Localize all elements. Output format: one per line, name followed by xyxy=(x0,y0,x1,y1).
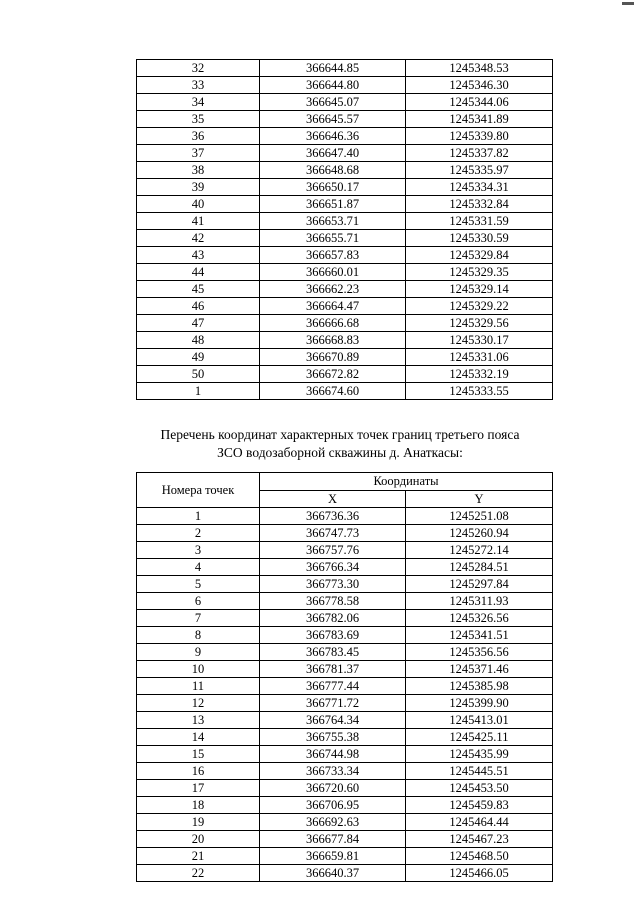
x-coordinate-cell: 366670.89 xyxy=(260,349,406,366)
point-number-cell: 32 xyxy=(137,60,260,77)
point-number-cell: 22 xyxy=(137,865,260,882)
table-row xyxy=(137,77,553,94)
table-row xyxy=(137,230,553,247)
x-coordinate-cell: 366647.40 xyxy=(260,145,406,162)
y-coordinate-cell: 1245332.84 xyxy=(406,196,553,213)
point-number-cell: 3 xyxy=(137,542,260,559)
x-coordinate-cell: 366782.06 xyxy=(260,610,406,627)
point-number-cell: 21 xyxy=(137,848,260,865)
point-number-cell: 47 xyxy=(137,315,260,332)
y-coordinate-cell: 1245326.56 xyxy=(406,610,553,627)
x-coordinate-cell: 366674.60 xyxy=(260,383,406,400)
table-row xyxy=(137,797,553,814)
y-coordinate-cell: 1245272.14 xyxy=(406,542,553,559)
y-coordinate-cell: 1245251.08 xyxy=(406,508,553,525)
table-row xyxy=(137,508,553,525)
x-coordinate-cell: 366646.36 xyxy=(260,128,406,145)
table-row xyxy=(137,128,553,145)
y-coordinate-cell: 1245459.83 xyxy=(406,797,553,814)
x-coordinate-cell: 366773.30 xyxy=(260,576,406,593)
table-row xyxy=(137,542,553,559)
x-coordinate-cell: 366781.37 xyxy=(260,661,406,678)
x-coordinate-cell: 366644.85 xyxy=(260,60,406,77)
header-coordinates: Координаты xyxy=(260,473,553,491)
table-row xyxy=(137,593,553,610)
x-coordinate-cell: 366644.80 xyxy=(260,77,406,94)
x-coordinate-cell: 366645.07 xyxy=(260,94,406,111)
y-coordinate-cell: 1245329.56 xyxy=(406,315,553,332)
table-row xyxy=(137,712,553,729)
table-row xyxy=(137,179,553,196)
point-number-cell: 42 xyxy=(137,230,260,247)
table-row xyxy=(137,349,553,366)
y-coordinate-cell: 1245335.97 xyxy=(406,162,553,179)
x-coordinate-cell: 366648.68 xyxy=(260,162,406,179)
y-coordinate-cell: 1245453.50 xyxy=(406,780,553,797)
y-coordinate-cell: 1245333.55 xyxy=(406,383,553,400)
y-coordinate-cell: 1245341.51 xyxy=(406,627,553,644)
y-coordinate-cell: 1245348.53 xyxy=(406,60,553,77)
point-number-cell: 10 xyxy=(137,661,260,678)
table-row xyxy=(137,383,553,400)
table-row xyxy=(137,247,553,264)
table-row xyxy=(137,678,553,695)
x-coordinate-cell: 366736.36 xyxy=(260,508,406,525)
table-row xyxy=(137,213,553,230)
table-row xyxy=(137,627,553,644)
point-number-cell: 14 xyxy=(137,729,260,746)
y-coordinate-cell: 1245329.14 xyxy=(406,281,553,298)
point-number-cell: 48 xyxy=(137,332,260,349)
table-row xyxy=(137,644,553,661)
header-point-numbers: Номера точек xyxy=(137,473,260,508)
y-coordinate-cell: 1245311.93 xyxy=(406,593,553,610)
table2-body xyxy=(137,508,553,882)
y-coordinate-cell: 1245344.06 xyxy=(406,94,553,111)
point-number-cell: 17 xyxy=(137,780,260,797)
y-coordinate-cell: 1245337.82 xyxy=(406,145,553,162)
point-number-cell: 45 xyxy=(137,281,260,298)
x-coordinate-cell: 366666.68 xyxy=(260,315,406,332)
table-row xyxy=(137,162,553,179)
point-number-cell: 1 xyxy=(137,383,260,400)
point-number-cell: 43 xyxy=(137,247,260,264)
point-number-cell: 12 xyxy=(137,695,260,712)
x-coordinate-cell: 366662.23 xyxy=(260,281,406,298)
y-coordinate-cell: 1245425.11 xyxy=(406,729,553,746)
x-coordinate-cell: 366755.38 xyxy=(260,729,406,746)
header-x: X xyxy=(260,490,406,508)
point-number-cell: 15 xyxy=(137,746,260,763)
table-row xyxy=(137,332,553,349)
x-coordinate-cell: 366777.44 xyxy=(260,678,406,695)
x-coordinate-cell: 366771.72 xyxy=(260,695,406,712)
x-coordinate-cell: 366657.83 xyxy=(260,247,406,264)
point-number-cell: 39 xyxy=(137,179,260,196)
table-row xyxy=(137,366,553,383)
table-row xyxy=(137,780,553,797)
table1-body xyxy=(137,60,553,400)
point-number-cell: 34 xyxy=(137,94,260,111)
y-coordinate-cell: 1245297.84 xyxy=(406,576,553,593)
y-coordinate-cell: 1245329.35 xyxy=(406,264,553,281)
table-row xyxy=(137,831,553,848)
coordinates-table-continued xyxy=(136,59,553,400)
y-coordinate-cell: 1245329.22 xyxy=(406,298,553,315)
table-row xyxy=(137,576,553,593)
y-coordinate-cell: 1245330.17 xyxy=(406,332,553,349)
x-coordinate-cell: 366783.69 xyxy=(260,627,406,644)
x-coordinate-cell: 366744.98 xyxy=(260,746,406,763)
y-coordinate-cell: 1245332.19 xyxy=(406,366,553,383)
table-row xyxy=(137,145,553,162)
x-coordinate-cell: 366692.63 xyxy=(260,814,406,831)
y-coordinate-cell: 1245260.94 xyxy=(406,525,553,542)
x-coordinate-cell: 366778.58 xyxy=(260,593,406,610)
coordinates-table-third-zone xyxy=(136,472,553,882)
table-row xyxy=(137,281,553,298)
point-number-cell: 36 xyxy=(137,128,260,145)
y-coordinate-cell: 1245413.01 xyxy=(406,712,553,729)
point-number-cell: 6 xyxy=(137,593,260,610)
point-number-cell: 11 xyxy=(137,678,260,695)
point-number-cell: 37 xyxy=(137,145,260,162)
table-row xyxy=(137,695,553,712)
point-number-cell: 41 xyxy=(137,213,260,230)
x-coordinate-cell: 366747.73 xyxy=(260,525,406,542)
table-row xyxy=(137,763,553,780)
x-coordinate-cell: 366660.01 xyxy=(260,264,406,281)
table2-header xyxy=(137,473,553,508)
x-coordinate-cell: 366645.57 xyxy=(260,111,406,128)
table-row xyxy=(137,525,553,542)
table-row xyxy=(137,610,553,627)
y-coordinate-cell: 1245468.50 xyxy=(406,848,553,865)
point-number-cell: 4 xyxy=(137,559,260,576)
y-coordinate-cell: 1245435.99 xyxy=(406,746,553,763)
x-coordinate-cell: 366720.60 xyxy=(260,780,406,797)
point-number-cell: 46 xyxy=(137,298,260,315)
y-coordinate-cell: 1245371.46 xyxy=(406,661,553,678)
x-coordinate-cell: 366659.81 xyxy=(260,848,406,865)
x-coordinate-cell: 366651.87 xyxy=(260,196,406,213)
table-row xyxy=(137,315,553,332)
x-coordinate-cell: 366664.47 xyxy=(260,298,406,315)
y-coordinate-cell: 1245385.98 xyxy=(406,678,553,695)
y-coordinate-cell: 1245334.31 xyxy=(406,179,553,196)
point-number-cell: 5 xyxy=(137,576,260,593)
x-coordinate-cell: 366655.71 xyxy=(260,230,406,247)
y-coordinate-cell: 1245346.30 xyxy=(406,77,553,94)
table-row xyxy=(137,298,553,315)
header-y: Y xyxy=(406,490,553,508)
point-number-cell: 19 xyxy=(137,814,260,831)
x-coordinate-cell: 366766.34 xyxy=(260,559,406,576)
y-coordinate-cell: 1245445.51 xyxy=(406,763,553,780)
y-coordinate-cell: 1245339.80 xyxy=(406,128,553,145)
y-coordinate-cell: 1245467.23 xyxy=(406,831,553,848)
table-row xyxy=(137,661,553,678)
table-row xyxy=(137,729,553,746)
point-number-cell: 40 xyxy=(137,196,260,213)
scan-mark xyxy=(622,2,634,5)
y-coordinate-cell: 1245356.56 xyxy=(406,644,553,661)
point-number-cell: 9 xyxy=(137,644,260,661)
point-number-cell: 8 xyxy=(137,627,260,644)
y-coordinate-cell: 1245284.51 xyxy=(406,559,553,576)
point-number-cell: 35 xyxy=(137,111,260,128)
x-coordinate-cell: 366668.83 xyxy=(260,332,406,349)
point-number-cell: 13 xyxy=(137,712,260,729)
table-row xyxy=(137,814,553,831)
x-coordinate-cell: 366783.45 xyxy=(260,644,406,661)
section-title-line2: ЗСО водозаборной скважины д. Анаткасы: xyxy=(217,445,463,460)
y-coordinate-cell: 1245341.89 xyxy=(406,111,553,128)
y-coordinate-cell: 1245331.06 xyxy=(406,349,553,366)
table-row xyxy=(137,559,553,576)
table-row xyxy=(137,746,553,763)
point-number-cell: 38 xyxy=(137,162,260,179)
x-coordinate-cell: 366640.37 xyxy=(260,865,406,882)
table-row xyxy=(137,94,553,111)
x-coordinate-cell: 366733.34 xyxy=(260,763,406,780)
x-coordinate-cell: 366706.95 xyxy=(260,797,406,814)
table-row xyxy=(137,848,553,865)
point-number-cell: 7 xyxy=(137,610,260,627)
header-row xyxy=(137,473,553,491)
table-row xyxy=(137,60,553,77)
section-title-line1: Перечень координат характерных точек границ третьего пояса xyxy=(160,427,520,442)
point-number-cell: 33 xyxy=(137,77,260,94)
x-coordinate-cell: 366650.17 xyxy=(260,179,406,196)
y-coordinate-cell: 1245329.84 xyxy=(406,247,553,264)
y-coordinate-cell: 1245464.44 xyxy=(406,814,553,831)
point-number-cell: 44 xyxy=(137,264,260,281)
x-coordinate-cell: 366757.76 xyxy=(260,542,406,559)
y-coordinate-cell: 1245331.59 xyxy=(406,213,553,230)
point-number-cell: 18 xyxy=(137,797,260,814)
x-coordinate-cell: 366653.71 xyxy=(260,213,406,230)
x-coordinate-cell: 366677.84 xyxy=(260,831,406,848)
point-number-cell: 49 xyxy=(137,349,260,366)
table-row xyxy=(137,196,553,213)
y-coordinate-cell: 1245466.05 xyxy=(406,865,553,882)
table-row xyxy=(137,264,553,281)
point-number-cell: 1 xyxy=(137,508,260,525)
x-coordinate-cell: 366764.34 xyxy=(260,712,406,729)
x-coordinate-cell: 366672.82 xyxy=(260,366,406,383)
point-number-cell: 50 xyxy=(137,366,260,383)
table-row xyxy=(137,111,553,128)
point-number-cell: 16 xyxy=(137,763,260,780)
point-number-cell: 20 xyxy=(137,831,260,848)
y-coordinate-cell: 1245330.59 xyxy=(406,230,553,247)
y-coordinate-cell: 1245399.90 xyxy=(406,695,553,712)
point-number-cell: 2 xyxy=(137,525,260,542)
table-row xyxy=(137,865,553,882)
